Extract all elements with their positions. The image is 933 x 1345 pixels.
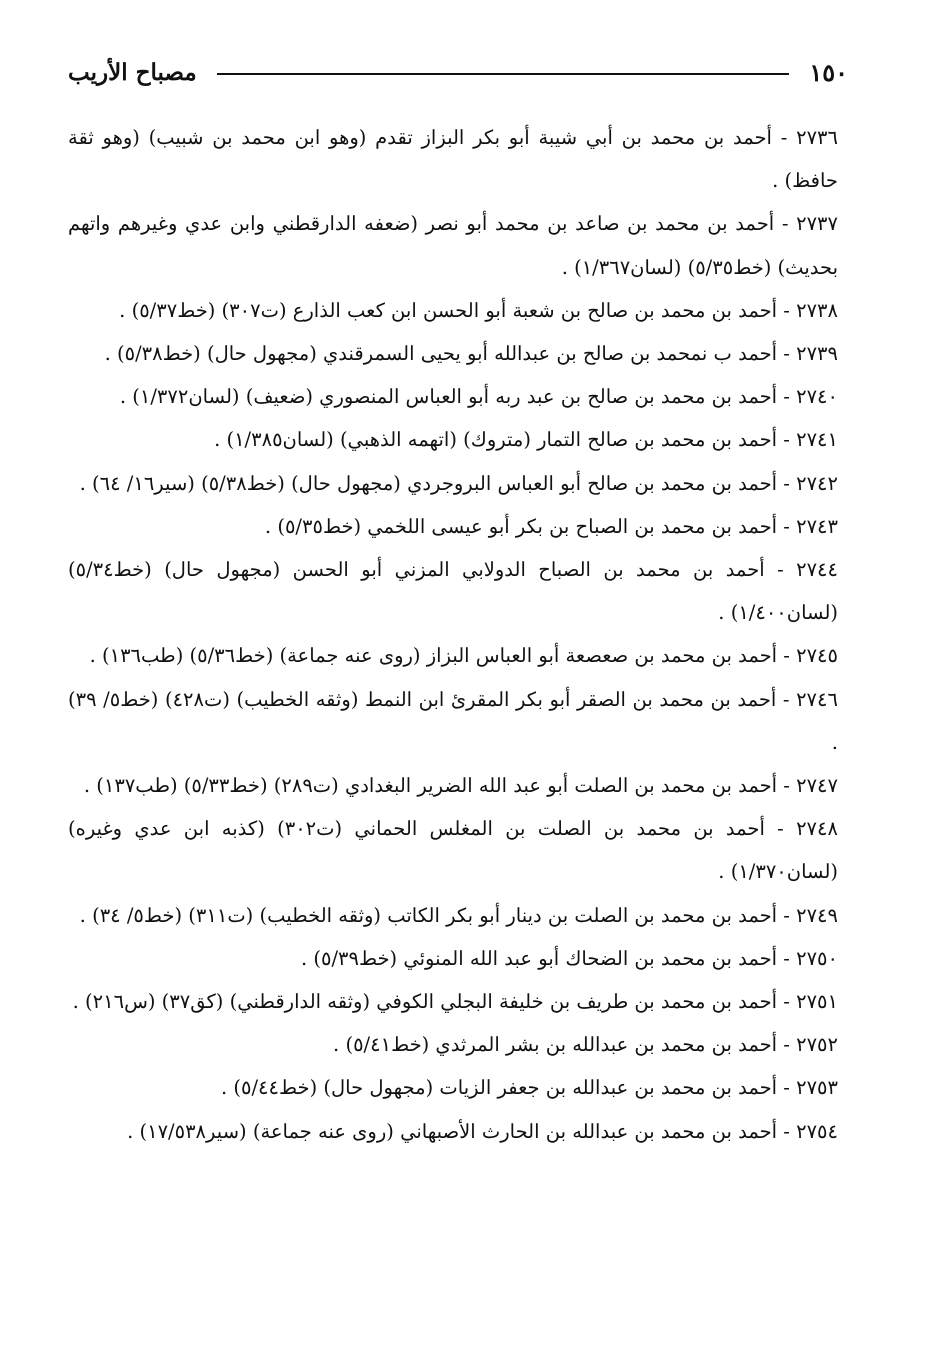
- entry-text: أحمد بن محمد بن الصلت بن دينار أبو بكر الكاتب (وثقه الخطيب) (ت٣١١) (خط٥/ ٣٤) .: [79, 903, 778, 927]
- list-item: [68, 202, 838, 288]
- entry-number: ٢٧٣٦: [796, 126, 838, 149]
- entry-number: ٢٧٤٢: [796, 471, 838, 495]
- list-item: [68, 548, 838, 634]
- entry-text: أحمد بن محمد بن صالح أبو العباس البروجردي (مجهول حال) (خط٥/٣٨) (سير١٦/ ٦٤) .: [79, 471, 778, 495]
- list-item: [68, 462, 838, 505]
- entry-number: ٢٧٤١: [796, 428, 838, 452]
- entry-number: ٢٧٣٨: [796, 298, 838, 322]
- list-item: [68, 418, 838, 461]
- entry-separator: -: [777, 903, 797, 927]
- entry-number: ٢٧٥٣: [796, 1076, 838, 1100]
- entry-number: ٢٧٤٧: [796, 774, 838, 798]
- entry-separator: -: [777, 342, 797, 366]
- entry-number: ٢٧٤٤: [796, 558, 838, 582]
- entry-number: ٢٧٣٧: [796, 212, 838, 236]
- list-item: [68, 807, 838, 893]
- entry-number: ٢٧٥٢: [796, 1033, 838, 1057]
- list-item: [68, 505, 838, 548]
- entry-number: ٢٧٤٣: [796, 514, 838, 538]
- entry-separator: -: [777, 644, 797, 668]
- entry-text: أحمد بن محمد بن صالح بن عبد ربه أبو العباس المنصوري (ضعيف) (لسان١/٣٧٢) .: [119, 385, 778, 409]
- entry-separator: -: [774, 212, 797, 236]
- list-item: [68, 937, 838, 980]
- entry-number: ٢٧٤٩: [796, 903, 838, 927]
- list-item: [68, 1110, 838, 1153]
- entry-separator: -: [777, 990, 797, 1014]
- entry-text: أحمد بن محمد بن عبدالله بن الحارث الأصبهاني (روى عنه جماعة) (سير١٧/٥٣٨) .: [127, 1119, 778, 1143]
- entry-text: أحمد ب نمحمد بن صالح بن عبدالله أبو يحيى السمرقندي (مجهول حال) (خط٥/٣٨) .: [104, 342, 778, 366]
- header-rule: [217, 73, 790, 75]
- entry-number: ٢٧٥٤: [796, 1119, 838, 1143]
- entry-number: ٢٧٤٨: [796, 817, 838, 841]
- entry-separator: -: [777, 428, 797, 452]
- entry-text: أحمد بن محمد بن الضحاك أبو عبد الله المنوئي (خط٥/٣٩) .: [300, 946, 778, 970]
- page-header: [68, 52, 848, 92]
- entry-text: أحمد بن محمد بن أبي شيبة أبو بكر البزاز تقدم (وهو ابن محمد بن شبيب) (وهو ثقة حافظ) .: [68, 126, 838, 193]
- entry-separator: -: [777, 471, 797, 495]
- entry-text: أحمد بن محمد بن عبدالله بن جعفر الزيات (مجهول حال) (خط٥/٤٤) .: [220, 1076, 778, 1100]
- page-number: ١٥٠: [809, 57, 848, 87]
- entry-number: ٢٧٤٥: [796, 644, 838, 668]
- entry-number: ٢٧٥١: [796, 990, 838, 1014]
- entry-separator: -: [777, 1076, 797, 1100]
- entry-separator: -: [777, 1119, 797, 1143]
- entry-separator: -: [777, 1033, 797, 1057]
- entry-text: أحمد بن محمد بن الصباح بن بكر أبو عيسى اللخمي (خط٥/٣٥) .: [264, 514, 778, 538]
- entry-text: أحمد بن محمد بن الصلت بن المغلس الحماني (ت٣٠٢) (كذبه ابن عدي وغيره) (لسان١/٣٧٠) .: [68, 817, 838, 884]
- entry-text: أحمد بن محمد بن صالح بن شعبة أبو الحسن ابن كعب الذارع (ت٣٠٧) (خط٥/٣٧) .: [119, 298, 778, 322]
- entry-text: أحمد بن محمد بن الصباح الدولابي المزني أبو الحسن (مجهول حال) (خط٥/٣٤) (لسان١/٤٠٠) .: [68, 558, 838, 625]
- book-title: مصباح الأريب: [68, 58, 197, 86]
- list-item: [68, 375, 838, 418]
- list-item: [68, 894, 838, 937]
- entry-separator: -: [764, 817, 797, 841]
- entry-text: أحمد بن محمد بن صالح التمار (متروك) (اتهمه الذهبي) (لسان١/٣٨٥) .: [214, 428, 778, 452]
- entry-text: أحمد بن محمد بن الصقر أبو بكر المقرئ ابن النمط (وثقه الخطيب) (ت٤٢٨) (خط٥/ ٣٩) .: [68, 687, 838, 754]
- entry-separator: -: [777, 385, 797, 409]
- entry-number: ٢٧٤٦: [796, 687, 838, 711]
- entry-separator: -: [776, 687, 797, 711]
- entry-text: أحمد بن محمد بن صاعد بن محمد أبو نصر (ضعفه الدارقطني وابن عدي وغيرهم واتهم بحديث) (خط٥/٣٥) (لسان١/٣٦٧) .: [68, 212, 838, 279]
- list-item: [68, 634, 838, 677]
- list-item: [68, 980, 838, 1023]
- entry-text: أحمد بن محمد بن الصلت أبو عبد الله الضرير البغدادي (ت٢٨٩) (خط٥/٣٣) (طب١٣٧) .: [83, 774, 778, 798]
- list-item: [68, 332, 838, 375]
- entry-separator: -: [777, 514, 797, 538]
- list-item: [68, 289, 838, 332]
- entry-number: ٢٧٤٠: [796, 385, 838, 409]
- list-item: [68, 1066, 838, 1109]
- entry-separator: -: [777, 774, 797, 798]
- entry-text: أحمد بن محمد بن طريف بن خليفة البجلي الكوفي (وثقه الدارقطني) (كق٣٧) (س٢١٦) .: [72, 990, 778, 1014]
- list-item: [68, 764, 838, 807]
- entry-number: ٢٧٥٠: [796, 946, 838, 970]
- entry-separator: -: [777, 946, 797, 970]
- entry-separator: -: [777, 298, 797, 322]
- entry-number: ٢٧٣٩: [796, 342, 838, 366]
- entries-list: [68, 116, 838, 1153]
- entry-separator: -: [771, 126, 797, 149]
- list-item: [68, 116, 838, 202]
- entry-separator: -: [764, 558, 797, 582]
- entry-text: أحمد بن محمد بن عبدالله بن بشر المرثدي (خط٥/٤١) .: [333, 1033, 778, 1057]
- list-item: [68, 678, 838, 764]
- entry-text: أحمد بن محمد بن صعصعة أبو العباس البزاز (روى عنه جماعة) (خط٥/٣٦) (طب١٣٦) .: [89, 644, 778, 668]
- list-item: [68, 1023, 838, 1066]
